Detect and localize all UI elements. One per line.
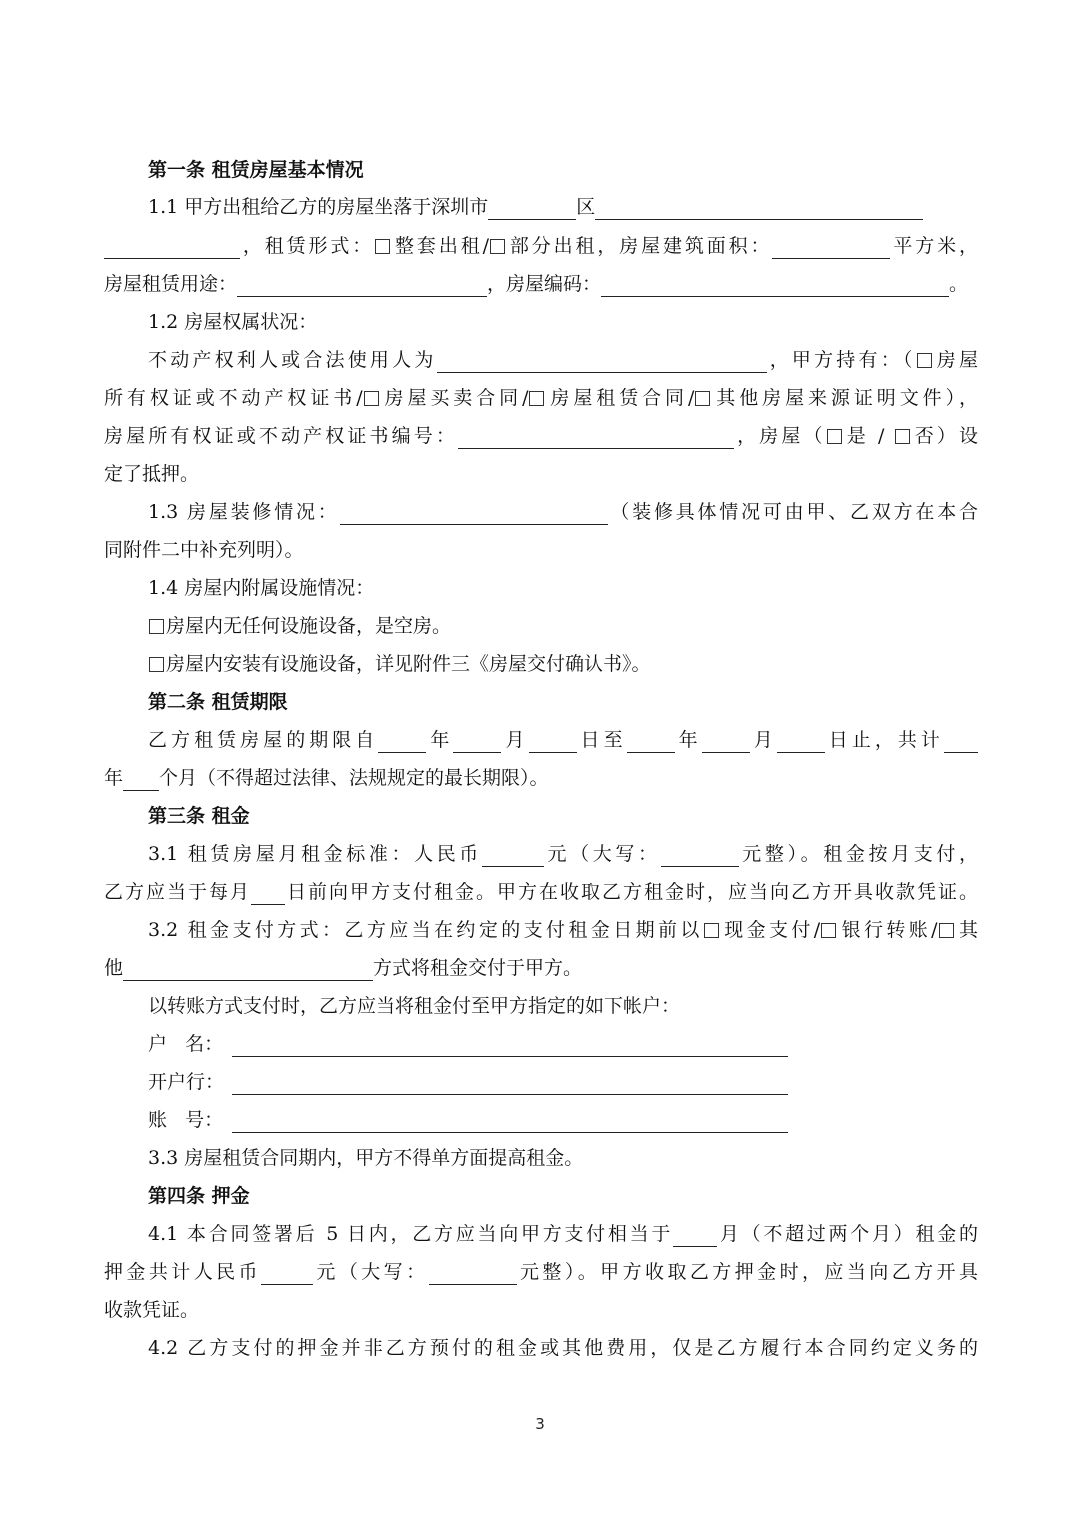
text: 其 bbox=[955, 919, 978, 941]
text: 月 bbox=[749, 729, 777, 751]
blank-address bbox=[595, 196, 923, 220]
account-bank-line bbox=[148, 1063, 978, 1101]
clause-1-1-line-2 bbox=[104, 227, 978, 265]
text: 日止，共计 bbox=[824, 729, 944, 751]
text: 房屋租赁合同/ bbox=[546, 387, 695, 409]
clause-3-1-line-2 bbox=[104, 873, 978, 911]
text: 4.1 本合同签署后 5 日内，乙方应当向甲方支付相当于 bbox=[148, 1223, 674, 1245]
text: ，房屋（ bbox=[733, 425, 826, 447]
text: 是 / bbox=[843, 425, 894, 447]
text: 房屋买卖合同/ bbox=[380, 387, 529, 409]
account-name-line bbox=[148, 1025, 978, 1063]
text: 个月（不得超过法律、法规规定的最长期限）。 bbox=[159, 767, 549, 789]
clause-1-3-line-1 bbox=[148, 493, 978, 531]
clause-1-2-line-1 bbox=[148, 341, 978, 379]
account-bank-label: 开户行： bbox=[148, 1071, 225, 1093]
clause-4-2-line-1: 4.2 乙方支付的押金并非乙方预付的租金或其他费用，仅是乙方履行本合同约定义务的 bbox=[148, 1337, 978, 1359]
page-number: 3 bbox=[535, 1415, 545, 1433]
blank-address-cont bbox=[104, 235, 240, 259]
text: 月（不超过两个月）租金的 bbox=[717, 1223, 978, 1245]
checkbox-icon bbox=[895, 429, 910, 444]
term-line-1 bbox=[148, 721, 978, 759]
account-name-label: 户 名： bbox=[148, 1033, 224, 1055]
clause-4-1-line-1 bbox=[148, 1215, 978, 1253]
clause-1-4-title: 1.4 房屋内附属设施情况： bbox=[148, 577, 375, 599]
text: 他 bbox=[104, 957, 124, 979]
checkbox-icon bbox=[149, 657, 164, 672]
blank-year bbox=[378, 729, 426, 753]
text: ，甲方持有：（ bbox=[766, 349, 916, 371]
clause-1-2-line-2 bbox=[104, 379, 978, 417]
text: 房屋所有权证或不动产权证书编号： bbox=[104, 425, 458, 447]
text: 3.1 租赁房屋月租金标准：人民币 bbox=[148, 843, 482, 865]
checkbox-icon bbox=[827, 429, 842, 444]
clause-1-4-option-b bbox=[148, 645, 978, 683]
text: 不动产权利人或合法使用人为 bbox=[148, 349, 437, 371]
blank-year bbox=[627, 729, 675, 753]
text: 否）设 bbox=[911, 425, 978, 447]
blank-pay-day bbox=[251, 881, 285, 905]
text: 年 bbox=[426, 729, 454, 751]
account-number-label: 账 号： bbox=[148, 1109, 224, 1131]
clause-3-2-line-1 bbox=[148, 911, 978, 949]
text: 元整）。甲方收取乙方押金时，应当向乙方开具 bbox=[516, 1261, 978, 1283]
blank-total-months bbox=[123, 767, 159, 791]
blank-cert-no bbox=[458, 425, 734, 449]
text: 3.2 租金支付方式：乙方应当在约定的支付租金日期前以 bbox=[148, 919, 703, 941]
text: 房屋 bbox=[933, 349, 978, 371]
text: 房屋租赁用途： bbox=[104, 273, 238, 295]
checkbox-icon bbox=[821, 923, 836, 938]
text: 1.3 房屋装修情况： bbox=[148, 501, 340, 523]
checkbox-icon bbox=[917, 353, 932, 368]
term-line-2 bbox=[104, 759, 978, 797]
text: 方式将租金交付于甲方。 bbox=[373, 957, 583, 979]
text: 元（大写： bbox=[312, 1261, 429, 1283]
text: 元整）。租金按月支付， bbox=[738, 843, 978, 865]
text: 现金支付/ bbox=[720, 919, 821, 941]
text: 所有权证或不动产权证书/ bbox=[104, 387, 363, 409]
text: ，租赁形式： bbox=[240, 235, 375, 257]
blank-account-bank bbox=[232, 1071, 788, 1095]
checkbox-icon bbox=[704, 923, 719, 938]
clause-4-1-line-2 bbox=[104, 1253, 978, 1291]
checkbox-icon bbox=[364, 391, 379, 406]
text: 其他房屋来源证明文件）， bbox=[712, 387, 978, 409]
blank-owner bbox=[437, 349, 767, 373]
clause-1-2-line-4: 定了抵押。 bbox=[104, 463, 200, 485]
clause-1-2-title: 1.2 房屋权属状况： bbox=[148, 311, 318, 333]
blank-month bbox=[453, 729, 501, 753]
blank-deposit-words bbox=[429, 1261, 517, 1285]
blank-total-years bbox=[944, 729, 978, 753]
article-3-title: 第三条 租金 bbox=[148, 805, 250, 827]
text: 房屋内安装有设施设备，详见附件三《房屋交付确认书》。 bbox=[166, 653, 651, 675]
blank-rent-words bbox=[661, 843, 739, 867]
blank-deposit-amount bbox=[261, 1261, 313, 1285]
clause-3-3: 3.3 房屋租赁合同期内，甲方不得单方面提高租金。 bbox=[148, 1147, 584, 1169]
blank-account-number bbox=[232, 1109, 788, 1133]
text: 日至 bbox=[576, 729, 627, 751]
checkbox-icon bbox=[490, 239, 505, 254]
blank-day bbox=[529, 729, 577, 753]
article-4-title: 第四条 押金 bbox=[148, 1185, 250, 1207]
blank-usage bbox=[237, 273, 487, 297]
text: 。 bbox=[949, 273, 969, 295]
blank-rent-amount bbox=[482, 843, 544, 867]
clause-3-2-account-intro: 以转账方式支付时，乙方应当将租金付至甲方指定的如下帐户： bbox=[148, 995, 681, 1017]
text: 银行转账/ bbox=[838, 919, 938, 941]
blank-area bbox=[772, 235, 890, 259]
text: 年 bbox=[104, 767, 124, 789]
blank-house-code bbox=[601, 273, 949, 297]
text: 整套出租/ bbox=[392, 235, 489, 257]
clause-4-1-line-3: 收款凭证。 bbox=[104, 1299, 200, 1321]
clause-1-1-line bbox=[148, 188, 978, 226]
text: 乙方租赁房屋的期限自 bbox=[148, 729, 379, 751]
article-1-title: 第一条 租赁房屋基本情况 bbox=[148, 159, 364, 181]
clause-1-4-option-a bbox=[148, 607, 978, 645]
clause-3-1-line-1 bbox=[148, 835, 978, 873]
clause-1-2-line-3 bbox=[104, 417, 978, 455]
checkbox-icon bbox=[695, 391, 710, 406]
blank-district bbox=[488, 196, 576, 220]
text: 平方米， bbox=[890, 235, 978, 257]
text: 乙方应当于每月 bbox=[104, 881, 251, 903]
checkbox-icon bbox=[529, 391, 544, 406]
clause-3-2-line-2 bbox=[104, 949, 978, 987]
text: 押金共计人民币 bbox=[104, 1261, 261, 1283]
text: 月 bbox=[501, 729, 529, 751]
blank-account-name bbox=[232, 1033, 788, 1057]
text: 部分出租，房屋建筑面积： bbox=[506, 235, 773, 257]
blank-month bbox=[702, 729, 750, 753]
checkbox-icon bbox=[939, 923, 954, 938]
article-2-title: 第二条 租赁期限 bbox=[148, 691, 288, 713]
blank-deposit-months bbox=[673, 1223, 717, 1247]
clause-1-3-line-2: 同附件二中补充列明）。 bbox=[104, 539, 304, 561]
blank-decoration bbox=[340, 501, 608, 525]
text: 日前向甲方支付租金。甲方在收取乙方租金时，应当向乙方开具收款凭证。 bbox=[285, 881, 978, 903]
text: 元（大写： bbox=[543, 843, 661, 865]
checkbox-icon bbox=[375, 239, 390, 254]
text: 1.1 甲方出租给乙方的房屋坐落于深圳市 bbox=[148, 196, 489, 218]
clause-1-1-line-3 bbox=[104, 265, 978, 303]
blank-day bbox=[777, 729, 825, 753]
text: 区 bbox=[576, 196, 596, 218]
blank-other-method bbox=[123, 957, 373, 981]
text: 年 bbox=[674, 729, 702, 751]
text: 房屋内无任何设施设备，是空房。 bbox=[166, 615, 452, 637]
checkbox-icon bbox=[149, 619, 164, 634]
text: （装修具体情况可由甲、乙双方在本合 bbox=[607, 501, 978, 523]
account-number-line bbox=[148, 1101, 978, 1139]
text: ，房屋编码： bbox=[487, 273, 602, 295]
